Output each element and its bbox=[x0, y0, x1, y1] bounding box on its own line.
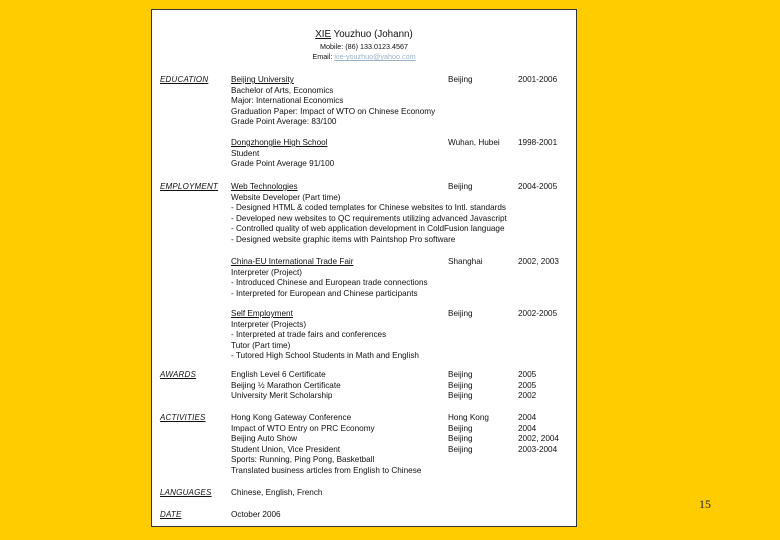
entry-title: Self Employment bbox=[231, 309, 293, 318]
activities-years bbox=[518, 413, 578, 455]
entry-title: Dongzhonglie High School bbox=[231, 138, 328, 147]
entry-location: Beijing bbox=[448, 182, 473, 191]
entry-line: Tutor (Part time) bbox=[231, 340, 291, 350]
entry-line: - Interpreted for European and Chinese participants bbox=[231, 288, 418, 298]
activity-location: Beijing bbox=[448, 423, 473, 433]
activity-item: Hong Kong Gateway Conference bbox=[231, 413, 352, 422]
award-location: Beijing bbox=[448, 370, 473, 379]
award-year: 2005 bbox=[518, 370, 537, 379]
entry-line: - Designed HTML & coded templates for Chinese websites to Intl. standards bbox=[231, 203, 507, 213]
resume-page bbox=[151, 9, 577, 527]
email-link[interactable]: xie-youzhuo@yahoo.com bbox=[334, 52, 416, 61]
entry-line: Student bbox=[231, 148, 260, 158]
employment-entry-2 bbox=[231, 257, 431, 299]
activity-item: Student Union, Vice President bbox=[231, 444, 341, 454]
activities-label: ACTIVITIES bbox=[160, 413, 206, 422]
activity-location: Hong Kong bbox=[448, 413, 489, 422]
entry-line: Interpreter (Projects) bbox=[231, 319, 307, 329]
date-value: October 2006 bbox=[231, 510, 281, 519]
entry-line: Bachelor of Arts, Economics bbox=[231, 85, 334, 95]
applicant-name bbox=[152, 30, 576, 41]
given-name: Youzhuo (Johann) bbox=[333, 29, 413, 40]
entry-line: - Tutored High School Students in Math and English bbox=[231, 351, 419, 361]
entry-title: Beijing University bbox=[231, 75, 294, 84]
entry-location: Wuhan, Hubei bbox=[448, 138, 500, 147]
entry-line: - Designed website graphic items with Paintshop Pro software bbox=[231, 234, 456, 244]
activity-item: Impact of WTO Entry on PRC Economy bbox=[231, 423, 375, 433]
entry-line: Interpreter (Project) bbox=[231, 267, 302, 277]
education-entry-1 bbox=[231, 75, 436, 128]
award-item: University Merit Scholarship bbox=[231, 391, 333, 401]
entry-years: 2002-2005 bbox=[518, 309, 558, 318]
activity-location: Beijing bbox=[448, 434, 473, 444]
surname: XIE bbox=[315, 29, 332, 40]
employment-label: EMPLOYMENT bbox=[160, 182, 219, 191]
activity-year: 2003-2004 bbox=[518, 444, 558, 454]
page-number: 15 bbox=[699, 497, 711, 511]
education-entry-2 bbox=[231, 138, 431, 170]
entry-years: 1998-2001 bbox=[518, 138, 558, 147]
entry-location: Beijing bbox=[448, 75, 473, 84]
entry-line: Major: International Economics bbox=[231, 96, 344, 106]
award-location: Beijing bbox=[448, 380, 473, 390]
entry-years: 2001-2006 bbox=[518, 75, 558, 84]
awards-locations bbox=[448, 370, 518, 402]
entry-line: Grade Point Average 91/100 bbox=[231, 159, 335, 169]
activity-item: Translated business articles from English to Chinese bbox=[231, 465, 422, 475]
entry-line: - Controlled quality of web application development in ColdFusion language bbox=[231, 224, 505, 234]
award-location: Beijing bbox=[448, 391, 473, 401]
activity-year: 2004 bbox=[518, 413, 537, 422]
activities-locations bbox=[448, 413, 518, 455]
education-label: EDUCATION bbox=[160, 75, 209, 84]
email-label: Email: bbox=[312, 52, 335, 61]
entry-line: Website Developer (Part time) bbox=[231, 192, 341, 202]
activity-item: Beijing Auto Show bbox=[231, 434, 297, 444]
activity-year: 2002, 2004 bbox=[518, 434, 559, 444]
entry-title: China-EU International Trade Fair bbox=[231, 257, 354, 266]
entry-years: 2004-2005 bbox=[518, 182, 558, 191]
awards-years bbox=[518, 370, 578, 402]
awards-label: AWARDS bbox=[160, 370, 197, 379]
employment-entry-3 bbox=[231, 309, 431, 362]
activities-list bbox=[231, 413, 431, 477]
entry-line: - Interpreted at trade fairs and conferences bbox=[231, 330, 387, 340]
entry-line: - Introduced Chinese and European trade connections bbox=[231, 278, 428, 288]
date-label: DATE bbox=[160, 510, 182, 519]
entry-title: Web Technologies bbox=[231, 182, 298, 191]
activity-location: Beijing bbox=[448, 444, 473, 454]
entry-line: Graduation Paper: Impact of WTO on Chinese Economy bbox=[231, 106, 436, 116]
mobile-line: Mobile: (86) 133.0123.4567 bbox=[320, 42, 408, 51]
languages-label: LANGUAGES bbox=[160, 488, 212, 497]
email-line bbox=[152, 52, 576, 63]
awards-list bbox=[231, 370, 431, 402]
award-item: English Level 6 Certificate bbox=[231, 370, 326, 379]
entry-years: 2002, 2003 bbox=[518, 257, 559, 266]
award-item: Beijing ½ Marathon Certificate bbox=[231, 380, 341, 390]
entry-location: Shanghai bbox=[448, 257, 483, 266]
award-year: 2005 bbox=[518, 380, 537, 390]
entry-line: Grade Point Average: 83/100 bbox=[231, 117, 337, 127]
languages-value: Chinese, English, French bbox=[231, 488, 323, 497]
award-year: 2002 bbox=[518, 391, 537, 401]
entry-location: Beijing bbox=[448, 309, 473, 318]
entry-line: - Developed new websites to QC requirements utilizing advanced Javascript bbox=[231, 213, 507, 223]
activity-item: Sports: Running, Ping Pong, Basketball bbox=[231, 455, 375, 465]
activity-year: 2004 bbox=[518, 423, 537, 433]
